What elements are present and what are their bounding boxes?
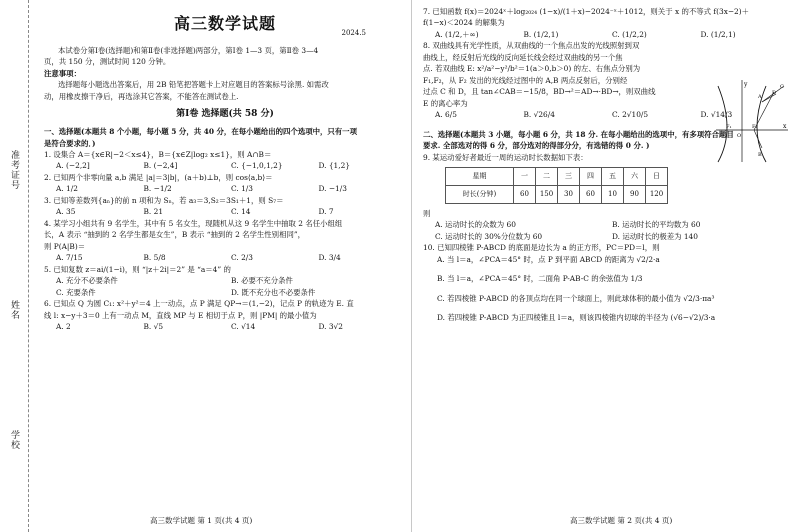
question-2: 2. 已知两个非零向量 a,b 满足 |a|＝3|b|，(a＋b)⊥b，则 cos⟨a,b⟩＝	[44, 172, 273, 182]
table-cell: 60	[514, 185, 536, 203]
option: A. (−2,2]	[56, 161, 90, 171]
question-7: 7. 已知函数 f(x)＝2024ˣ＋log₂₀₂₄ (1−x)/(1＋x)−2024⁻ˣ＋1012，则关于 x 的不等式 f(3x−2)＋	[423, 7, 750, 16]
hyperbola-figure	[714, 78, 790, 164]
question-8: F₁,F₂，从 F₂ 发出的光线经过图中的 A,B 两点反射后，分别经	[423, 75, 628, 85]
notes-line: 动，用橡皮擦干净后，再选涂其它答案，不能答在测试卷上.	[44, 91, 239, 101]
option: B. √26/4	[523, 110, 555, 120]
table-cell: 六	[624, 168, 646, 186]
question-9: 9. 某运动爱好者最近一周的运动时长数据如下表：	[423, 152, 588, 162]
option: B. 21	[143, 207, 164, 217]
table-cell: 四	[580, 168, 602, 186]
option: B. 运动时长的平均数为 60	[612, 220, 701, 230]
question-7: f(1−x)＜2024 的解集为	[423, 18, 505, 28]
option: D. 3√2	[318, 322, 343, 332]
option: C. 充要条件	[56, 287, 96, 297]
intro-line: 本试卷分第Ⅰ卷(选择题)和第Ⅱ卷(非选择题)两部分，第Ⅰ卷 1—3 页，第Ⅱ卷 3—4	[58, 45, 319, 55]
question-9-then: 则	[423, 208, 431, 218]
option: D. 7	[318, 207, 334, 217]
exercise-table	[445, 167, 668, 204]
question-1-options	[44, 160, 406, 171]
table-cell: 60	[580, 185, 602, 203]
page-footer: 高三数学试题 第 2 页(共 4 页)	[570, 516, 673, 525]
option: D. (1/2,1)	[700, 29, 736, 39]
option: B. 5/8	[143, 253, 166, 263]
question-8: 8. 双曲线具有光学性质，从双曲线的一个焦点出发的光线照射到双	[423, 41, 640, 51]
table-header-cell: 星期	[446, 168, 514, 186]
question-8: E 的离心率为	[423, 98, 468, 108]
point-d-label: D	[772, 90, 777, 96]
question-4: 则 P(A|B)＝	[44, 241, 86, 251]
option: A. (1/2,＋∞)	[435, 29, 479, 39]
table-row	[446, 168, 668, 186]
question-4-options	[44, 252, 406, 263]
left-page	[44, 6, 406, 526]
question-7-options	[423, 29, 789, 40]
part-heading: 二、选择题(本题共 3 小题，每小题 6 分，共 18 分. 在每小题给出的选项中，有多项符合题目	[423, 129, 734, 139]
origin-label: O	[737, 133, 742, 139]
name-label: 姓名	[9, 300, 19, 320]
question-4: 4. 某学习小组共有 9 名学生，其中有 5 名女生，现随机从这 9 名学生中抽取 2 名任小组组	[44, 218, 343, 228]
question-4: 长，A 表示 “抽到的 2 名学生都是女生”，B 表示 “抽到的 2 名学生性别相同”，	[44, 230, 306, 240]
option: C. 1/3	[231, 184, 253, 194]
option: B. −1/2	[143, 184, 172, 194]
option: D. √14/3	[700, 110, 733, 120]
option: A. 充分不必要条件	[56, 276, 118, 286]
option: A. 1/2	[56, 184, 78, 194]
option: C. 2√10/5	[612, 110, 649, 120]
option: C. 2/3	[231, 253, 253, 263]
part-heading: 一、选择题(本题共 8 个小题，每小题 5 分，共 40 分，在每小题给出的四个选项中，只有一项	[44, 127, 357, 137]
table-cell: 150	[536, 185, 558, 203]
question-8: 点. 若双曲线 E: x²/a²−y²/b²＝1(a＞0,b＞0) 的左、右焦点分别为	[423, 64, 641, 74]
table-cell: 三	[558, 168, 580, 186]
option: C. 14	[231, 207, 251, 217]
option: C. 若四棱锥 P-ABCD 的各顶点均在同一个球面上，则此球体积的最小值为 √2/3·πa³	[437, 293, 715, 303]
option: D. 既不充分也不必要条件	[231, 287, 316, 297]
question-8: 曲线上，经反射后光线的反向延长线会经过双曲线的另一个焦	[423, 52, 623, 62]
option: A. 当 l＝a，∠PCA＝45° 时，点 P 到平面 ABCD 的距离为 √2/2·a	[437, 254, 660, 264]
table-cell: 120	[646, 185, 668, 203]
table-cell: 一	[514, 168, 536, 186]
part-heading: 是符合要求的．)	[44, 138, 96, 148]
question-8: 过点 C 和 D，且 tan∠CAB＝−15/8，BD→²＝AD→·BD→，则双曲线	[423, 87, 656, 97]
option: B. (1/2,1)	[523, 29, 559, 39]
question-3-options	[44, 206, 406, 217]
option: D. −1/3	[318, 184, 347, 194]
option: C. 运动时长的 30%分位数为 60	[435, 231, 543, 241]
question-9-options	[423, 219, 789, 242]
part-heading: 要求. 全部选对的得 6 分，部分选对的得部分分，有选错的得 0 分. )	[423, 141, 650, 151]
y-axis-label: y	[744, 81, 748, 88]
page-divider	[411, 0, 412, 532]
school-label: 学校	[9, 430, 19, 450]
focus-f2-label: F₂	[752, 124, 758, 130]
intro-line: 页，共 150 分，测试时间 120 分钟。	[44, 57, 171, 67]
table-cell: 90	[624, 185, 646, 203]
option: B. 必要不充分条件	[231, 276, 293, 286]
table-cell: 30	[558, 185, 580, 203]
binding-line	[28, 0, 29, 532]
option: B. (−2,4]	[143, 161, 178, 171]
table-header-cell: 时长(分钟)	[446, 185, 514, 203]
table-cell: 二	[536, 168, 558, 186]
question-10: 10. 已知四棱锥 P-ABCD 的底面是边长为 a 的正方形，PC＝PD＝l，则	[423, 243, 660, 253]
option: B. √5	[143, 322, 164, 332]
question-6: 6. 已知点 Q 为圆 C₁: x²＋y²＝4 上一动点，点 P 满足 QP→＝(1,−2)，记点 P 的轨迹为 E. 直	[44, 299, 354, 309]
option: D. {1,2}	[318, 161, 351, 171]
point-b-label: B	[758, 152, 762, 158]
option: B. 当 l＝a，∠PCA＝45° 时，二面角 P-AB-C 的余弦值为 1/3	[437, 274, 643, 284]
page-title: 高三数学试题	[173, 14, 276, 33]
option: A. 7/15	[56, 253, 83, 263]
focus-f1-label: F₁	[726, 124, 732, 130]
option: C. {−1,0,1,2}	[231, 161, 283, 171]
point-c-label: C	[780, 84, 784, 90]
table-cell: 日	[646, 168, 668, 186]
option: D. 3/4	[318, 253, 341, 263]
table-cell: 五	[602, 168, 624, 186]
notes-heading: 注意事项：	[44, 68, 81, 78]
exam-date: 2024.5	[341, 29, 366, 37]
option: A. 运动时长的众数为 60	[435, 220, 516, 230]
question-2-options	[44, 183, 406, 194]
question-5: 5. 已知复数 z＝ai/(1−i)，则 “|z＋2i|＝2” 是 “a＝4” 的	[44, 264, 231, 274]
x-axis-label: x	[783, 123, 787, 130]
table-cell: 10	[602, 185, 624, 203]
question-6-options	[44, 321, 406, 332]
option: D. 若四棱锥 P-ABCD 为正四棱锥且 l＝a，则该四棱锥内切球的半径为 (√6−√2)/3·a	[437, 313, 716, 323]
option: D. 运动时长的极差为 140	[612, 231, 698, 241]
point-a-label: A	[758, 94, 762, 100]
question-3: 3. 已知等差数列{aₙ}的前 n 项和为 Sₙ，若 a₃＝3,S₂＝3S₁＋1，则 S₇＝	[44, 195, 284, 205]
option: A. 35	[56, 207, 76, 217]
notes-line: 选择题每小题选出答案后，用 2B 铅笔把答题卡上对应题目的答案标号涂黑. 如需改	[58, 80, 329, 90]
option: C. √14	[231, 322, 256, 332]
page-footer: 高三数学试题 第 1 页(共 4 页)	[150, 516, 253, 525]
option: C. (1/2,2)	[612, 29, 647, 39]
option: A. 2	[56, 322, 71, 332]
exam-id-label: 准考证号	[9, 150, 19, 190]
question-1: 1. 设集合 A＝{x∈R|−2＜x≤4}，B＝{x∈Z|log₂ x≤1}，则 A∩B＝	[44, 150, 272, 160]
option: A. 6/5	[435, 110, 457, 120]
question-5-options	[44, 275, 406, 298]
question-6: 线 l: x−y＋3＝0 上有一动点 M，直线 MP 与 E 相切于点 P，则 |PM| 的最小值为	[44, 310, 317, 320]
section-title: 第Ⅰ卷 选择题(共 58 分)	[176, 109, 274, 120]
table-row	[446, 185, 668, 203]
